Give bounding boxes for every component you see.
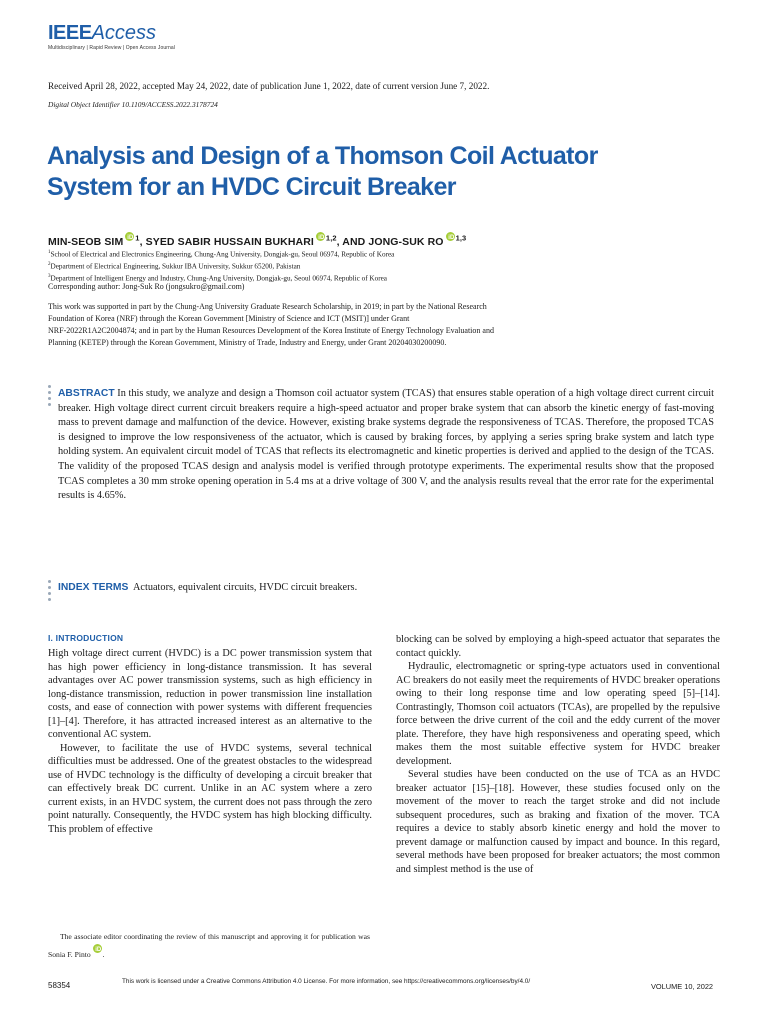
license-notice[interactable]: This work is licensed under a Creative Commons Attribution 4.0 License. For more information, see https://creativecommons.org/licenses/by/4.0/	[122, 978, 531, 985]
volume-label: VOLUME 10, 2022	[651, 982, 714, 991]
paragraph: Hydraulic, electromagnetic or spring-type actuators used in conventional AC breakers do not easily meet the requirements of HVDC breaker operations owing to their long response time and low operating speed [5]–[14]. Contrastingly, Thomson coil actuators (TCAs), are propelled by the repulsive force between the drive current of the coil and the eddy current of the mover plate. Therefore, they have high responsiveness and operating speed, which makes them the most suitable effective system for HVDC breaker development.	[396, 661, 720, 767]
orcid-icon[interactable]	[446, 232, 455, 241]
editor-note-text: The associate editor coordinating the review of this manuscript and approving it for publication was Sonia F. Pinto	[48, 932, 370, 959]
svg-text:iD: iD	[318, 235, 325, 241]
author-1[interactable]: MIN-SEOB SIM	[48, 236, 124, 248]
orcid-icon[interactable]	[125, 232, 134, 241]
editor-note	[48, 930, 370, 962]
page-number: 58354	[48, 981, 71, 990]
section-dots-icon	[48, 580, 52, 604]
abstract	[58, 387, 714, 504]
orcid-icon[interactable]	[93, 944, 102, 953]
affiliation-2-text: Department of Electrical Engineering, Sukkur IBA University, Sukkur 65200, Pakistan	[50, 262, 301, 271]
received-dates: Received April 28, 2022, accepted May 24, 2022, date of publication June 1, 2022, date of current version June 7, 2022.	[48, 81, 490, 91]
affiliation-1	[48, 248, 394, 260]
section-dots-icon	[48, 385, 52, 409]
author-sep-2: , AND	[336, 236, 369, 248]
affiliation-2-num: 2	[48, 261, 51, 267]
logo-ieee: IEEE	[48, 22, 92, 44]
funding-line: NRF-2022R1A2C2004874; and in part by the Human Resources Development of the Korea Institute of Energy Technology Evaluation and	[48, 326, 494, 335]
corresponding-author: Corresponding author: Jong-Suk Ro (jongsukro@gmail.com)	[48, 282, 245, 291]
funding-line: This work was supported in part by the Chung-Ang University Graduate Research Scholarship, in 2019; in part by the National Research	[48, 302, 487, 311]
svg-text:iD: iD	[447, 235, 454, 241]
paragraph: High voltage direct current (HVDC) is a DC power transmission system that has high power efficiency in long-distance transmission. It has several advantages over AC power transmission systems, such as high efficiency in long-distance transmission, reduction in power transmission line installation costs, and ease of connection with power systems with different frequencies [1]–[4]. Therefore, it has attracted increased interest as an alternative to the conventional AC system.	[48, 648, 372, 740]
author-2[interactable]: SYED SABIR HUSSAIN BUKHARI	[145, 236, 314, 248]
column-left	[48, 647, 372, 836]
affiliation-1-text: School of Electrical and Electronics Engineering, Chung-Ang University, Dongjak-gu, Seoul 06974, Republic of Korea	[50, 250, 395, 259]
affiliation-3-num: 3	[48, 273, 51, 279]
journal-logo	[48, 22, 175, 51]
index-terms	[58, 582, 357, 593]
abstract-label: ABSTRACT	[58, 388, 115, 399]
funding-statement	[48, 301, 728, 349]
logo-tagline: Multidisciplinary | Rapid Review | Open Access Journal	[48, 45, 175, 51]
author-3-affil: 1,3	[455, 233, 467, 243]
affiliation-2	[48, 260, 394, 272]
paragraph: blocking can be solved by employing a high-speed actuator that separates the contact quickly.	[396, 634, 720, 659]
index-terms-label: INDEX TERMS	[58, 582, 129, 593]
index-terms-text: Actuators, equivalent circuits, HVDC circuit breakers.	[132, 582, 358, 593]
abstract-text: In this study, we analyze and design a Thomson coil actuator system (TCAS) that ensures stable operation of a high voltage direct current circuit breaker. High voltage direct current circuit breakers require a high-speed actuator and proper brake system that can absorb the kinetic energy of fast-moving mass to prevent damage and malfunction of the device. However, existing brake systems degrade the responsiveness of TCAS. Therefore, the proposed TCAS is designed to improve the low responsiveness of the actuator, which is caused by braking forces, by applying a series spring brake system and latch type holding system. An equivalent circuit model of TCAS that reflects its electromagnetic and kinetic properties is derived and applied to the design of the TCAS. The validity of the proposed TCAS design and analysis model is verified through prototype experiments. The experimental results show that the proposed TCAS completes a 30 mm stroke opening operation in 5.4 ms at a drive voltage of 300 V, and the analysis results reveal that the error rate for the experimental results is 4.65%.	[58, 388, 714, 502]
affiliation-1-num: 1	[48, 250, 51, 255]
author-1-affil: 1	[135, 233, 140, 243]
logo-access: Access	[91, 22, 157, 44]
funding-line: Foundation of Korea (NRF) through the Korean Government [Ministry of Science and ICT (MSIT)] under Grant	[48, 314, 410, 323]
author-3[interactable]: JONG-SUK RO	[368, 236, 444, 248]
article-title	[47, 141, 687, 203]
svg-text:iD: iD	[94, 947, 101, 953]
doi-line: Digital Object Identifier 10.1109/ACCESS.2022.3178724	[48, 100, 218, 109]
title-line-1: Analysis and Design of a Thomson Coil Actuator	[47, 142, 598, 170]
svg-text:iD: iD	[127, 235, 134, 241]
orcid-icon[interactable]	[316, 232, 325, 241]
author-2-affil: 1,2	[325, 233, 337, 243]
paragraph: Several studies have been conducted on the use of TCA as an HVDC breaker actuator [15]–[18]. However, these studies focused only on the movement of the mover to reach the target stroke and did not include subsequent procedures, such as braking and fixation of the mover. TCA requires a device to stably absorb kinetic energy and hold the mover to prevent damage or malfunction caused by impact and bounce. In this regard, several methods have been proposed for breaker actuators; the most common and simplest method is the use of	[396, 769, 720, 875]
title-line-2: System for an HVDC Circuit Breaker	[47, 173, 456, 201]
author-list	[48, 232, 466, 248]
section-heading: I. INTRODUCTION	[48, 633, 124, 643]
paragraph: However, to facilitate the use of HVDC systems, several technical difficulties must be addressed. One of the greatest obstacles to the widespread use of HVDC technology is the difficulty of developing a circuit breaker that can effectively break DC current. Unlike in an AC system where a zero current exists, in an HVDC system, the current does not pass through the zero point naturally. Consequently, the HVDC system has high blocking difficulty. This problem of effective	[48, 742, 372, 835]
column-right	[396, 633, 720, 876]
funding-line: Planning (KETEP) through the Korean Government, Ministry of Trade, Industry and Energy, under Grant 20204030200090.	[48, 338, 447, 347]
affiliation-3-text: Department of Intelligent Energy and Industry, Chung-Ang University, Dongjak-gu, Seoul 06974, Republic of Korea	[50, 274, 387, 283]
affiliations	[48, 248, 394, 284]
editor-note-end: .	[102, 950, 105, 959]
author-sep-1: ,	[139, 236, 146, 248]
